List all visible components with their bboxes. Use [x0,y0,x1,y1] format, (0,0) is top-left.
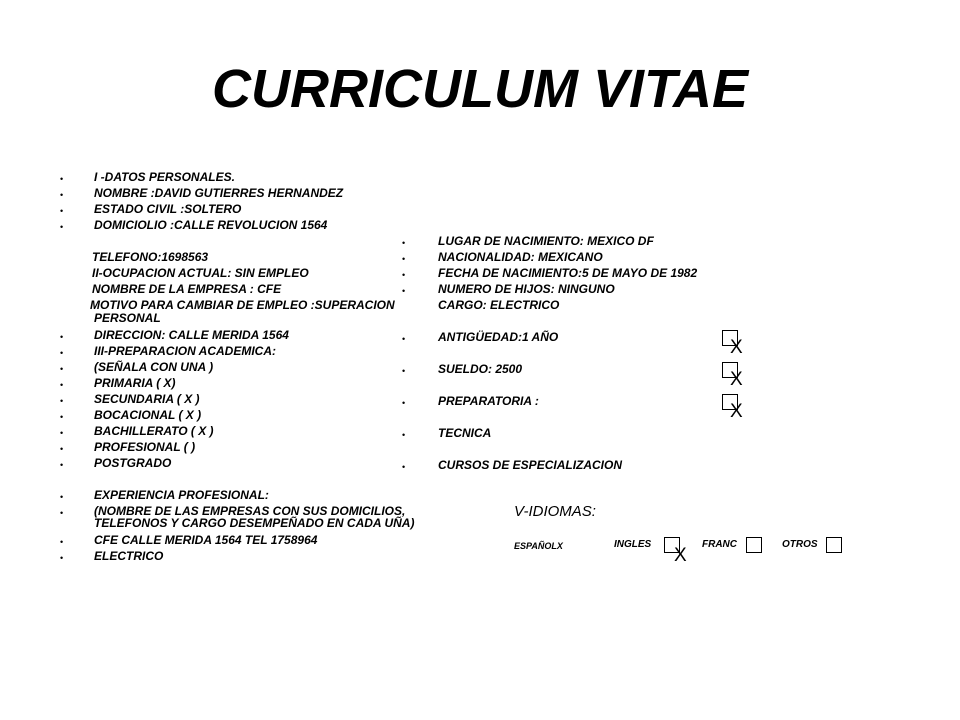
bullet: • [60,222,64,232]
bullet: • [60,412,64,422]
empresas-instruction-continuation: TELEFONOS Y CARGO DESEMPEÑADO EN CADA UÑA) [94,516,415,530]
x-mark: X [730,401,743,422]
motivo-continuation: PERSONAL [94,311,161,325]
bullet: • [402,334,406,344]
page-title: CURRICULUM VITAE [212,59,748,119]
bullet: • [60,428,64,438]
bullet: • [60,553,64,563]
bullet: • [60,396,64,406]
numero-hijos-field: NUMERO DE HIJOS: NINGUNO [438,282,615,296]
bullet: • [402,462,406,472]
section-experiencia: EXPERIENCIA PROFESIONAL: [94,488,269,502]
bullet: • [60,348,64,358]
section-preparacion: III-PREPARACION ACADEMICA: [94,344,276,358]
antiguedad-field: ANTIGÜEDAD:1 AÑO [438,330,559,344]
bullet: • [60,492,64,502]
bullet: • [402,430,406,440]
idioma-frances: FRANC [702,539,737,550]
empresas-instruction: (NOMBRE DE LAS EMPRESAS CON SUS DOMICILIOS, [94,504,406,518]
bullet: • [60,460,64,470]
bullet: • [402,398,406,408]
cfe-entry: CFE CALLE MERIDA 1564 TEL 1758964 [94,533,318,547]
bullet: • [402,238,406,248]
bullet: • [60,508,64,518]
bullet: • [402,286,406,296]
idiomas-title: V-IDIOMAS: [514,503,596,520]
postgrado-option: POSTGRADO [94,456,172,470]
checkbox-otros[interactable] [826,537,842,553]
idioma-espanol: ESPAÑOLX [514,541,563,551]
bullet: • [402,366,406,376]
nombre-field: NOMBRE :DAVID GUTIERRES HERNANDEZ [94,186,344,200]
telefono-field: TELEFONO:1698563 [92,250,209,264]
empresa-field: NOMBRE DE LA EMPRESA : CFE [92,282,282,296]
domicilio-field: DOMICIOLIO :CALLE REVOLUCION 1564 [94,218,328,232]
section-datos-personales: I -DATOS PERSONALES. [94,170,235,184]
bullet: • [60,190,64,200]
primaria-option: PRIMARIA ( X) [94,376,176,390]
electrico-entry: ELECTRICO [94,549,164,563]
secundaria-option: SECUNDARIA ( X ) [94,392,200,406]
bullet: • [60,537,64,547]
tecnica-option: TECNICA [438,426,492,440]
bullet: • [402,270,406,280]
bullet: • [60,364,64,374]
bullet: • [60,444,64,454]
bullet: • [60,332,64,342]
preparatoria-option: PREPARATORIA : [438,394,539,408]
x-mark: X [730,337,743,358]
lugar-nacimiento-field: LUGAR DE NACIMIENTO: MEXICO DF [438,234,654,248]
bachillerato-option: BACHILLERATO ( X ) [94,424,214,438]
fecha-nacimiento-field: FECHA DE NACIMIENTO:5 DE MAYO DE 1982 [438,266,698,280]
idioma-ingles: INGLES [614,539,652,550]
estado-civil-field: ESTADO CIVIL :SOLTERO [94,202,242,216]
cursos-option: CURSOS DE ESPECIALIZACION [438,458,623,472]
x-mark: X [674,545,687,566]
idioma-otros: OTROS [782,539,818,550]
checkbox-frances[interactable] [746,537,762,553]
sueldo-field: SUELDO: 2500 [438,362,523,376]
profesional-option: PROFESIONAL ( ) [94,440,196,454]
bocacional-option: BOCACIONAL ( X ) [94,408,202,422]
motivo-field: MOTIVO PARA CAMBIAR DE EMPLEO :SUPERACION [90,298,395,312]
cargo-field: CARGO: ELECTRICO [438,298,560,312]
bullet: • [60,206,64,216]
nacionalidad-field: NACIONALIDAD: MEXICANO [438,250,603,264]
bullet: • [402,254,406,264]
bullet: • [60,380,64,390]
ocupacion-field: II-OCUPACION ACTUAL: SIN EMPLEO [92,266,309,280]
direccion-field: DIRECCION: CALLE MERIDA 1564 [94,328,289,342]
senala-instruction: (SEÑALA CON UNA ) [94,360,214,374]
x-mark: X [730,369,743,390]
bullet: • [60,174,64,184]
